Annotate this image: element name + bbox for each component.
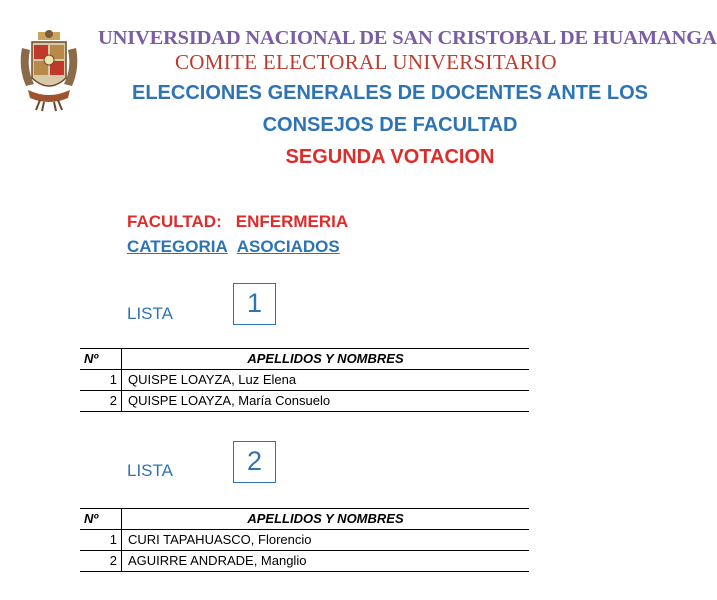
table-header-row [80, 349, 529, 370]
election-title-line2: CONSEJOS DE FACULTAD [262, 114, 518, 136]
candidate-name: AGUIRRE ANDRADE, Manglio [122, 551, 530, 572]
category-label: CATEGORIA [127, 237, 228, 256]
table-row [80, 551, 529, 572]
university-seal-logo [18, 28, 80, 112]
election-title-line1: ELECCIONES GENERALES DE DOCENTES ANTE LOS [132, 82, 648, 104]
column-header-names: APELLIDOS Y NOMBRES [122, 349, 530, 370]
category-value: ASOCIADOS [236, 237, 340, 256]
list-1-candidates-table [80, 348, 529, 412]
faculty-label: FACULTAD: [127, 212, 222, 231]
category-line [127, 237, 340, 257]
voting-round-title: SEGUNDA VOTACION [285, 146, 495, 168]
candidate-number: 2 [80, 391, 122, 412]
table-header-row [80, 509, 529, 530]
faculty-value: ENFERMERIA [235, 212, 349, 231]
candidate-name: CURI TAPAHUASCO, Florencio [122, 530, 530, 551]
committee-name: COMITE ELECTORAL UNIVERSITARIO [175, 50, 557, 74]
table-row [80, 370, 529, 391]
list-2-number-box: 2 [233, 441, 276, 483]
candidate-name: QUISPE LOAYZA, Luz Elena [122, 370, 530, 391]
column-header-number: Nº [80, 349, 122, 370]
candidate-number: 1 [80, 530, 122, 551]
candidate-number: 2 [80, 551, 122, 572]
table-row [80, 391, 529, 412]
column-header-number: Nº [80, 509, 122, 530]
list-2-candidates-table [80, 508, 529, 572]
candidate-name: QUISPE LOAYZA, María Consuelo [122, 391, 530, 412]
list-1-label: LISTA [127, 304, 173, 323]
list-1-number-box: 1 [233, 283, 276, 325]
table-row [80, 530, 529, 551]
list-2-label: LISTA [127, 461, 173, 480]
column-header-names: APELLIDOS Y NOMBRES [122, 509, 530, 530]
candidate-number: 1 [80, 370, 122, 391]
university-name: UNIVERSIDAD NACIONAL DE SAN CRISTOBAL DE HUAMANGA [98, 27, 717, 49]
faculty-line [127, 212, 348, 232]
